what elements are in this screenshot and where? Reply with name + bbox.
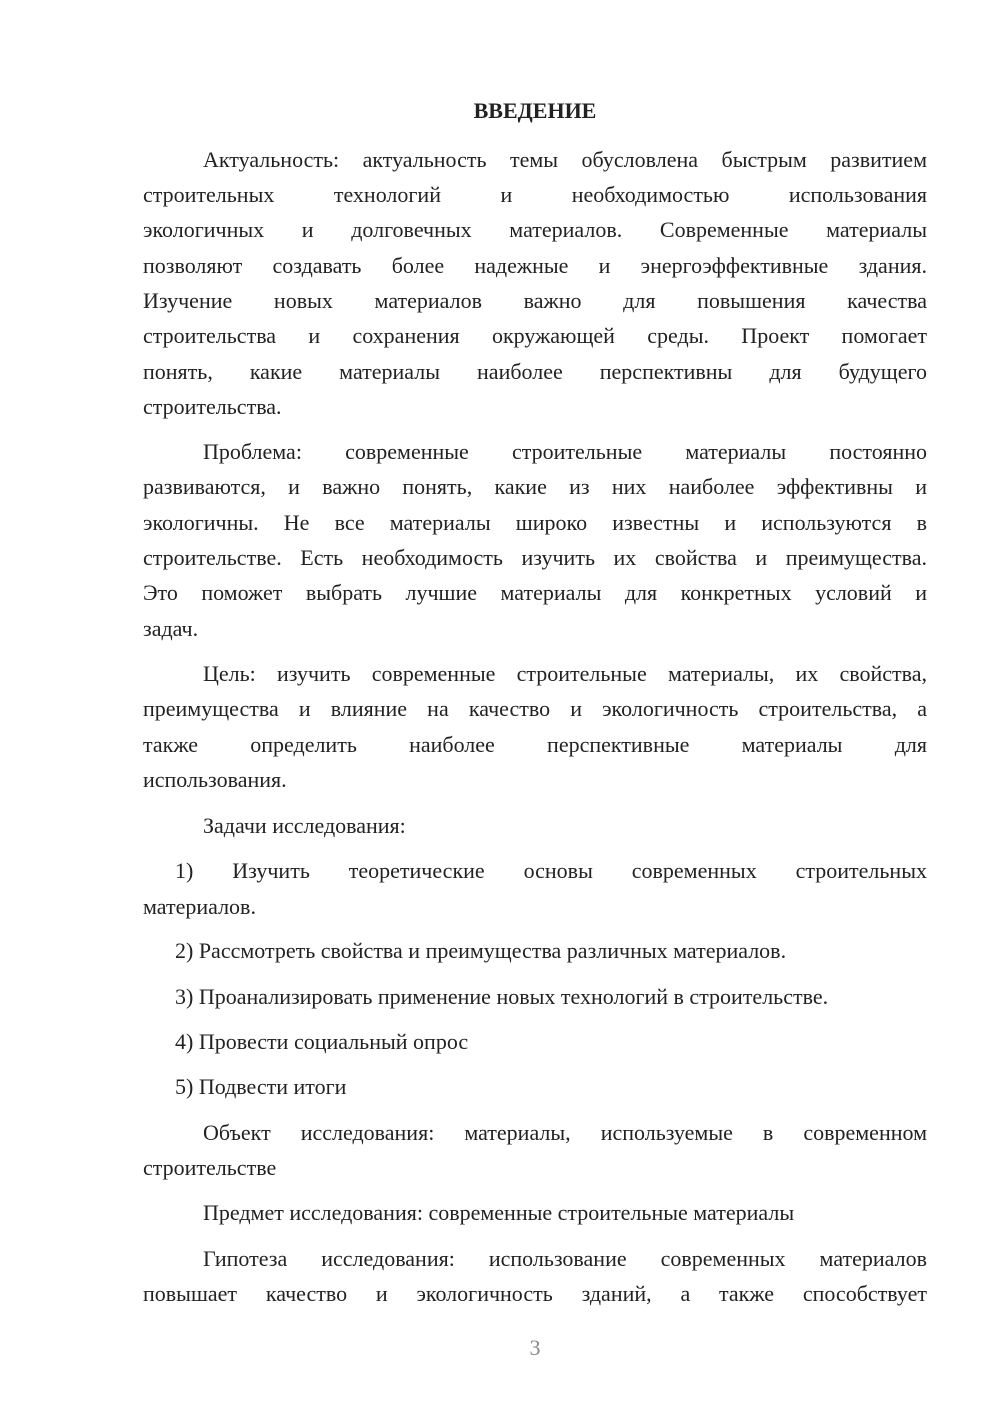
text-line: Изучение новых материалов важно для повышения качества [143, 288, 927, 313]
text-line: повышает качество и экологичность зданий, а также способствует [143, 1281, 927, 1306]
text-line: Актуальность: актуальность темы обусловлена быстрым развитием [203, 147, 927, 172]
text-line: строительстве [143, 1155, 277, 1180]
text-line: экологичных и долговечных материалов. Современные материалы [143, 217, 927, 242]
page-number: 3 [529, 1335, 541, 1360]
text-line: Предмет исследования: современные строительные материалы [203, 1200, 795, 1225]
list-item: 3) Проанализировать применение новых технологий в строительстве. [175, 984, 829, 1009]
text-line: позволяют создавать более надежные и энергоэффективные здания. [143, 253, 927, 278]
list-item: 5) Подвести итоги [175, 1074, 347, 1099]
text-line: Задачи исследования: [203, 813, 406, 838]
text-line: строительных технологий и необходимостью использования [143, 182, 927, 207]
text-line: задач. [143, 616, 199, 641]
list-item: 2) Рассмотреть свойства и преимущества различных материалов. [175, 938, 787, 963]
text-line: понять, какие материалы наиболее перспективны для будущего [143, 359, 927, 384]
text-line: использования. [143, 767, 287, 792]
text-line: Объект исследования: материалы, используемые в современном [203, 1120, 927, 1145]
page-title: ВВЕДЕНИЕ [473, 98, 597, 123]
text-line: экологичны. Не все материалы широко известны и используются в [143, 510, 927, 535]
text-line: развиваются, и важно понять, какие из них наиболее эффективны и [143, 474, 927, 499]
text-line: Цель: изучить современные строительные материалы, их свойства, [203, 661, 927, 686]
text-line: строительства и сохранения окружающей среды. Проект помогает [143, 323, 927, 348]
text-line: строительства. [143, 394, 282, 419]
list-item: 4) Провести социальный опрос [175, 1029, 469, 1054]
text-line: Это поможет выбрать лучшие материалы для конкретных условий и [143, 580, 927, 605]
text-line: материалов. [143, 894, 256, 919]
text-line: Гипотеза исследования: использование современных материалов [203, 1246, 927, 1271]
list-item: 1) Изучить теоретические основы современных строительных [175, 858, 927, 883]
text-line: строительстве. Есть необходимость изучить их свойства и преимущества. [143, 545, 927, 570]
text-line: преимущества и влияние на качество и экологичность строительства, а [143, 696, 927, 721]
text-line: Проблема: современные строительные материалы постоянно [203, 439, 927, 464]
text-line: также определить наиболее перспективные материалы для [143, 732, 927, 757]
